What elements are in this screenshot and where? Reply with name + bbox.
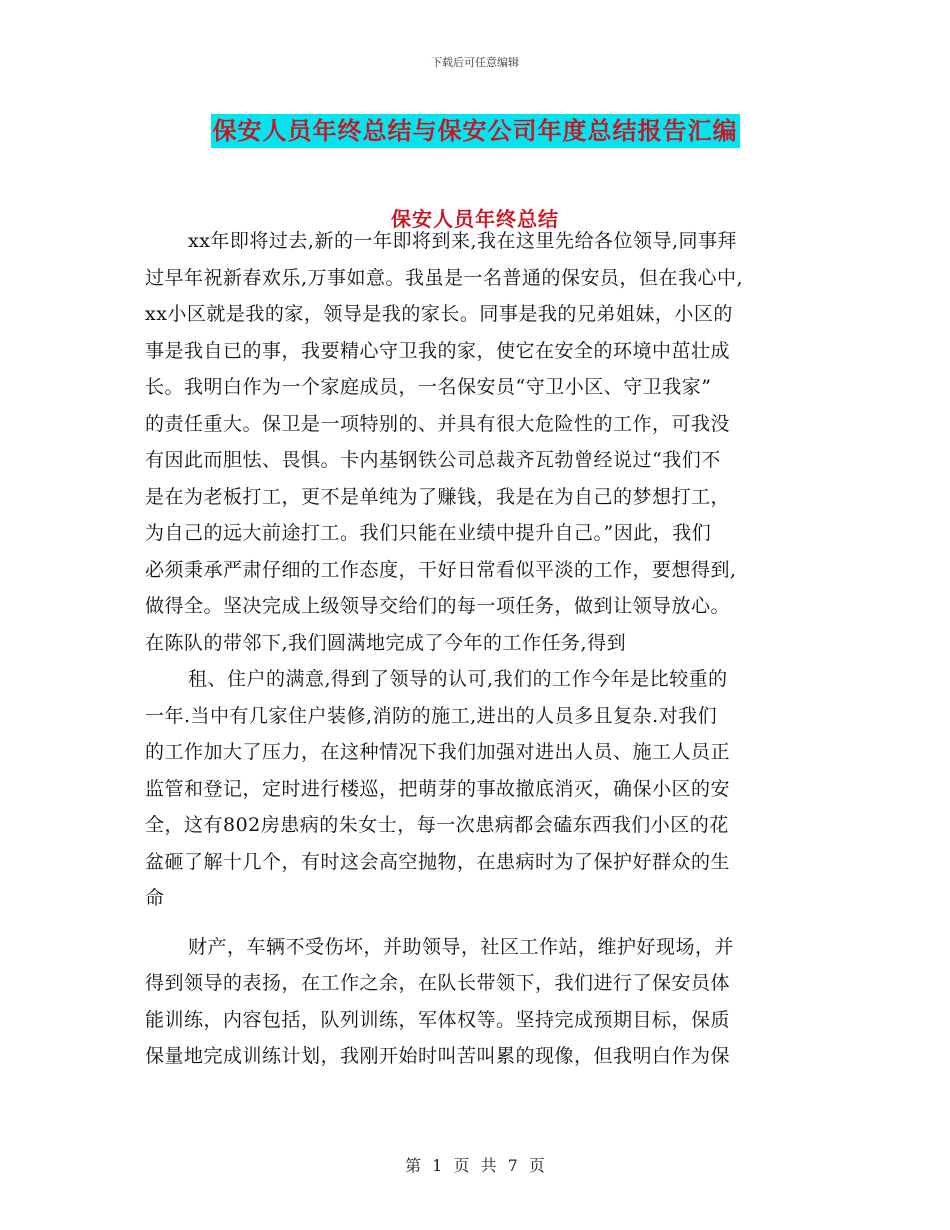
paragraph-line: 租、住户的满意,得到了领导的认可,我们的工作今年是比较重的: [188, 668, 728, 690]
paragraph-line: 财产，车辆不受伤坏，并助领导，社区工作站，维护好现场，并: [188, 935, 735, 958]
paragraph-line: 命: [145, 887, 165, 909]
paragraph-line: 必须秉承严肃仔细的工作态度，干好日常看似平淡的工作，要想得到,: [145, 558, 737, 581]
paragraph-line: 为自己的远大前途打工。我们只能在业绩中提升自己。”因此，我们: [145, 522, 712, 544]
main-title: 保安人员年终总结与保安公司年度总结报告汇编: [211, 114, 740, 148]
paragraph-line: 在陈队的带邻下,我们圆满地完成了今年的工作任务,得到: [145, 631, 627, 654]
footer-prefix: 第: [405, 1156, 422, 1175]
paragraph-line: 是在为老板打工，更不是单纯为了赚钱，我是在为自己的梦想打工，: [145, 485, 731, 508]
paragraph-line: 监管和登记，定时进行楼巡，把萌芽的事故撤底消灭，确保小区的安: [145, 777, 731, 800]
footer-middle: 页 共: [453, 1156, 497, 1175]
page-footer: [0, 1153, 950, 1176]
paragraph-gap: [145, 917, 815, 929]
paragraph-line: xx小区就是我的家，领导是我的家长。同事是我的兄弟姐妹，小区的: [145, 303, 733, 325]
paragraph-line: xx年即将过去,新的一年即将到来,我在这里先给各位领导,同事拜: [188, 230, 738, 252]
paragraph-line: 盆砸了解十几个，有时这会高空抛物，在患病时为了保护好群众的生: [145, 850, 731, 873]
section-title: 保安人员年终总结: [391, 207, 559, 231]
paragraph-line: 保量地完成训练计划，我刚开始时叫苦叫累的现像，但我明白作为保: [145, 1045, 731, 1067]
paragraph-line: 过早年祝新春欢乐,万事如意。我虽是一名普通的保安员，但在我心中,: [145, 266, 744, 289]
paragraph-line: 全，这有802房患病的朱女士，每一次患病都会磕东西我们小区的花: [145, 814, 729, 836]
page-number: 1: [432, 1156, 443, 1175]
body-text: [145, 223, 815, 1075]
paragraph-line: 一年.当中有几家住户装修,消防的施工,进出的人员多且复杂.对我们: [145, 704, 718, 727]
paragraph-line: 做得全。坚决完成上级领导交给们的每一项任务，做到让领导放心。: [145, 595, 731, 617]
paragraph-line: 事是我自已的事，我要精心守卫我的家，使它在安全的环境中茁壮成: [145, 339, 731, 362]
paragraph-line: 的责任重大。保卫是一项特别的、并具有很大危险性的工作，可我没: [145, 412, 731, 435]
paragraph-line: 得到领导的表扬，在工作之余，在队长带领下，我们进行了保安员体: [145, 972, 731, 994]
header-note: 下载后可任意编辑: [431, 56, 519, 69]
footer-suffix: 页: [528, 1156, 545, 1175]
total-pages: 7: [507, 1156, 518, 1175]
paragraph-line: 的工作加大了压力，在这种情况下我们加强对进出人员、施工人员正: [145, 741, 731, 763]
paragraph-line: 有因此而胆怯、畏惧。卡内基钢铁公司总裁齐瓦勃曾经说过“我们不: [145, 449, 721, 471]
paragraph-line: 能训练，内容包括，队列训练，军体权等。坚持完成预期目标，保质: [145, 1008, 731, 1031]
main-title-wrap: [0, 114, 950, 148]
paragraph-line: 长。我明白作为一个家庭成员，一名保安员“守卫小区、守卫我家”: [145, 376, 712, 398]
